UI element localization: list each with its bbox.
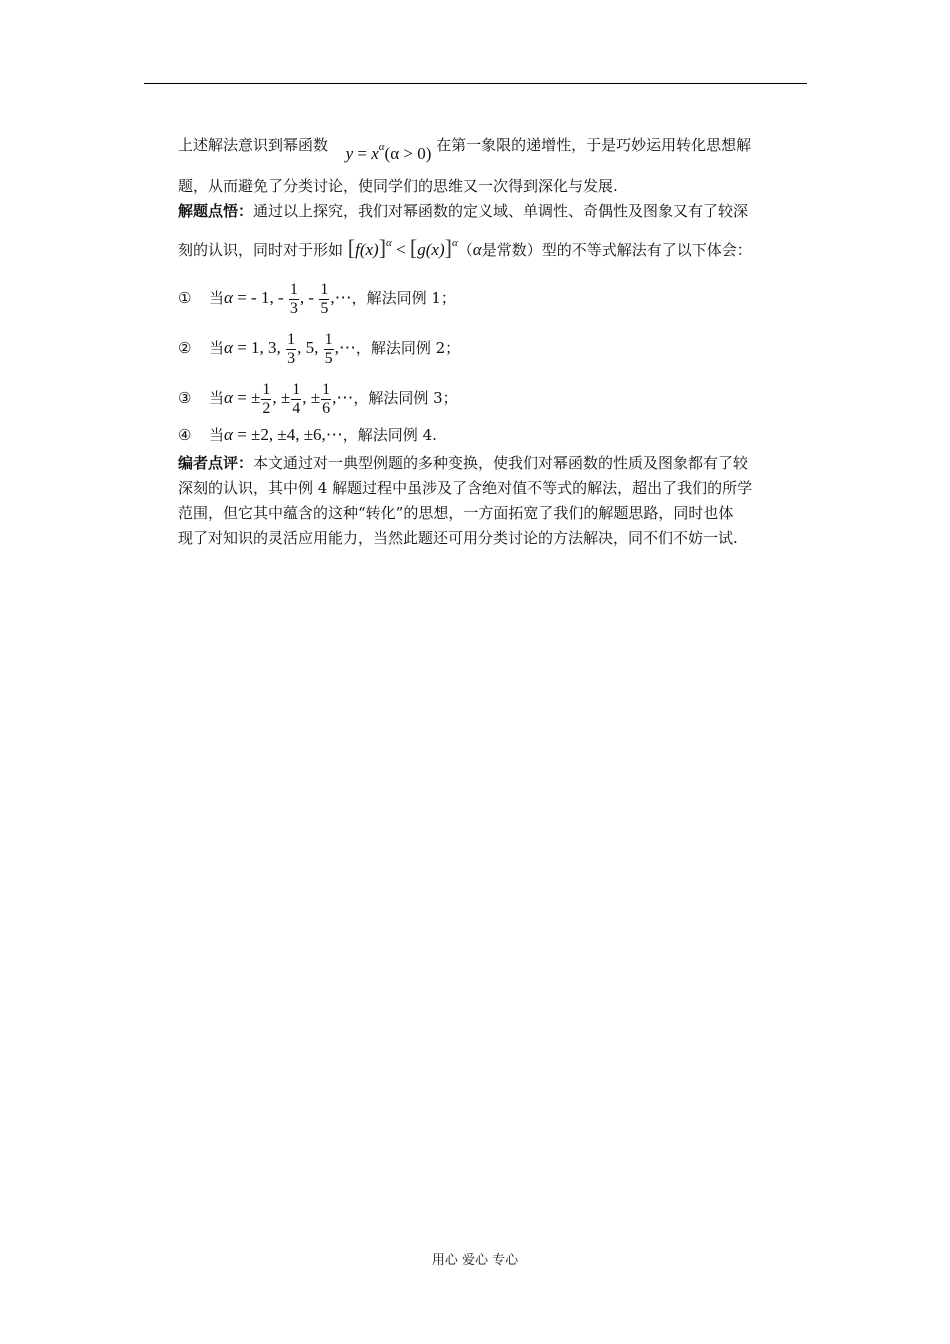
formula-fx: f(x) xyxy=(355,240,379,259)
formula-exponent-g: α xyxy=(451,237,458,249)
case-marker: ④ xyxy=(178,426,192,444)
case-prefix: 当 xyxy=(209,389,225,407)
formula-exponent: α xyxy=(378,141,385,153)
case-values: , 5, xyxy=(297,338,323,357)
fraction-numerator: 1 xyxy=(287,330,296,348)
fraction xyxy=(289,281,299,318)
editor-text-1: 本文通过对一典型例题的多种变换，使我们对幂函数的性质及图象都有了较 xyxy=(253,454,749,472)
fraction-numerator: 1 xyxy=(322,380,331,398)
alpha-symbol: α xyxy=(224,388,233,407)
insight-line2 xyxy=(178,233,752,260)
case-suffix: ，解法同例 4. xyxy=(342,426,437,444)
fraction xyxy=(321,381,331,418)
para1-text-before: 上述解法意识到幂函数 xyxy=(178,136,329,154)
case-values: = 1, 3, xyxy=(232,338,286,357)
alpha-symbol: α xyxy=(472,240,482,259)
case-values: = ± xyxy=(232,388,261,407)
case-values: = - 1, - xyxy=(232,288,288,307)
insight-text-1: 通过以上探究，我们对幂函数的定义域、单调性、奇偶性及图象又有了较深 xyxy=(253,202,749,220)
case-prefix: 当 xyxy=(209,289,225,307)
case-4 xyxy=(178,425,437,445)
fraction xyxy=(261,381,271,418)
formula-exponent-f: α xyxy=(386,237,392,249)
formula-eq: = xyxy=(353,144,372,163)
insight-text-2a: 刻的认识，同时对于形如 xyxy=(178,241,344,259)
fraction xyxy=(291,381,301,418)
header-rule xyxy=(144,83,807,84)
formula-lt: < xyxy=(391,240,410,259)
fraction-numerator: 1 xyxy=(320,280,329,298)
editor-line2: 深刻的认识，其中例 4 解题过程中虽涉及了含绝对值不等式的解法，超出了我们的所学 xyxy=(178,479,753,497)
bracket-open-icon: [ xyxy=(347,235,356,260)
fraction-denominator: 3 xyxy=(287,349,296,367)
fraction-numerator: 1 xyxy=(324,330,333,348)
alpha-symbol: α xyxy=(224,288,233,307)
case-suffix: ，解法同例 1； xyxy=(351,289,456,307)
para1-line2: 题，从而避免了分类讨论，使同学们的思维又一次得到深化与发展. xyxy=(178,177,618,195)
case-marker: ③ xyxy=(178,389,192,407)
editor-heading: 编者点评： xyxy=(178,454,254,472)
editor-line3: 范围，但它其中蕴含的这种“转化”的思想，一方面拓宽了我们的解题思路，同时也体 xyxy=(178,504,734,522)
insight-line1 xyxy=(178,201,748,221)
fraction xyxy=(324,331,334,368)
alpha-symbol: α xyxy=(224,425,233,444)
fraction xyxy=(319,281,329,318)
fraction xyxy=(286,331,296,368)
case-1 xyxy=(178,278,456,318)
case-values: , ± xyxy=(302,388,321,407)
editor-line4: 现了对知识的灵活应用能力，当然此题还可用分类讨论的方法解决，同不们不妨一试. xyxy=(178,529,738,547)
fraction-denominator: 5 xyxy=(320,299,329,317)
case-2 xyxy=(178,328,460,368)
insight-text-2b: 是常数）型的不等式解法有了以下体会： xyxy=(481,241,752,259)
case-values: = ±2, ±4, ±6,⋯ xyxy=(232,425,343,444)
fraction-denominator: 5 xyxy=(324,349,333,367)
case-ellipsis: ,⋯ xyxy=(334,338,356,357)
alpha-symbol: α xyxy=(224,338,233,357)
editor-line1 xyxy=(178,453,748,473)
case-values: , ± xyxy=(272,388,291,407)
fraction-denominator: 2 xyxy=(262,399,271,417)
case-ellipsis: ,⋯ xyxy=(332,388,354,407)
bracket-close-icon: ] xyxy=(378,235,387,260)
fraction-numerator: 1 xyxy=(262,380,271,398)
formula-y: y xyxy=(345,144,354,163)
case-marker: ① xyxy=(178,289,192,307)
formula-condition: (α > 0) xyxy=(384,144,432,163)
case-suffix: ，解法同例 3； xyxy=(353,389,458,407)
insight-heading: 解题点悟： xyxy=(178,202,254,220)
para1-text-after: 在第一象限的递增性，于是巧妙运用转化思想解 xyxy=(436,136,752,154)
formula-gx: g(x) xyxy=(417,240,445,259)
case-ellipsis: ,⋯ xyxy=(330,288,352,307)
fraction-numerator: 1 xyxy=(289,280,298,298)
fraction-denominator: 4 xyxy=(292,399,301,417)
case-prefix: 当 xyxy=(209,339,225,357)
case-values: , - xyxy=(299,288,319,307)
fraction-denominator: 6 xyxy=(322,399,331,417)
page-footer: 用心 爱心 专心 xyxy=(431,1253,519,1268)
case-3 xyxy=(178,378,458,418)
formula-x: x xyxy=(371,144,379,163)
case-prefix: 当 xyxy=(209,426,225,444)
fraction-denominator: 3 xyxy=(289,299,298,317)
case-marker: ② xyxy=(178,339,192,357)
insight-paren: （ xyxy=(457,241,473,259)
case-suffix: ，解法同例 2； xyxy=(355,339,461,357)
bracket-close-icon: ] xyxy=(444,235,452,260)
bracket-open-icon: [ xyxy=(409,235,418,260)
fraction-numerator: 1 xyxy=(292,380,301,398)
para1-line1 xyxy=(178,128,752,163)
